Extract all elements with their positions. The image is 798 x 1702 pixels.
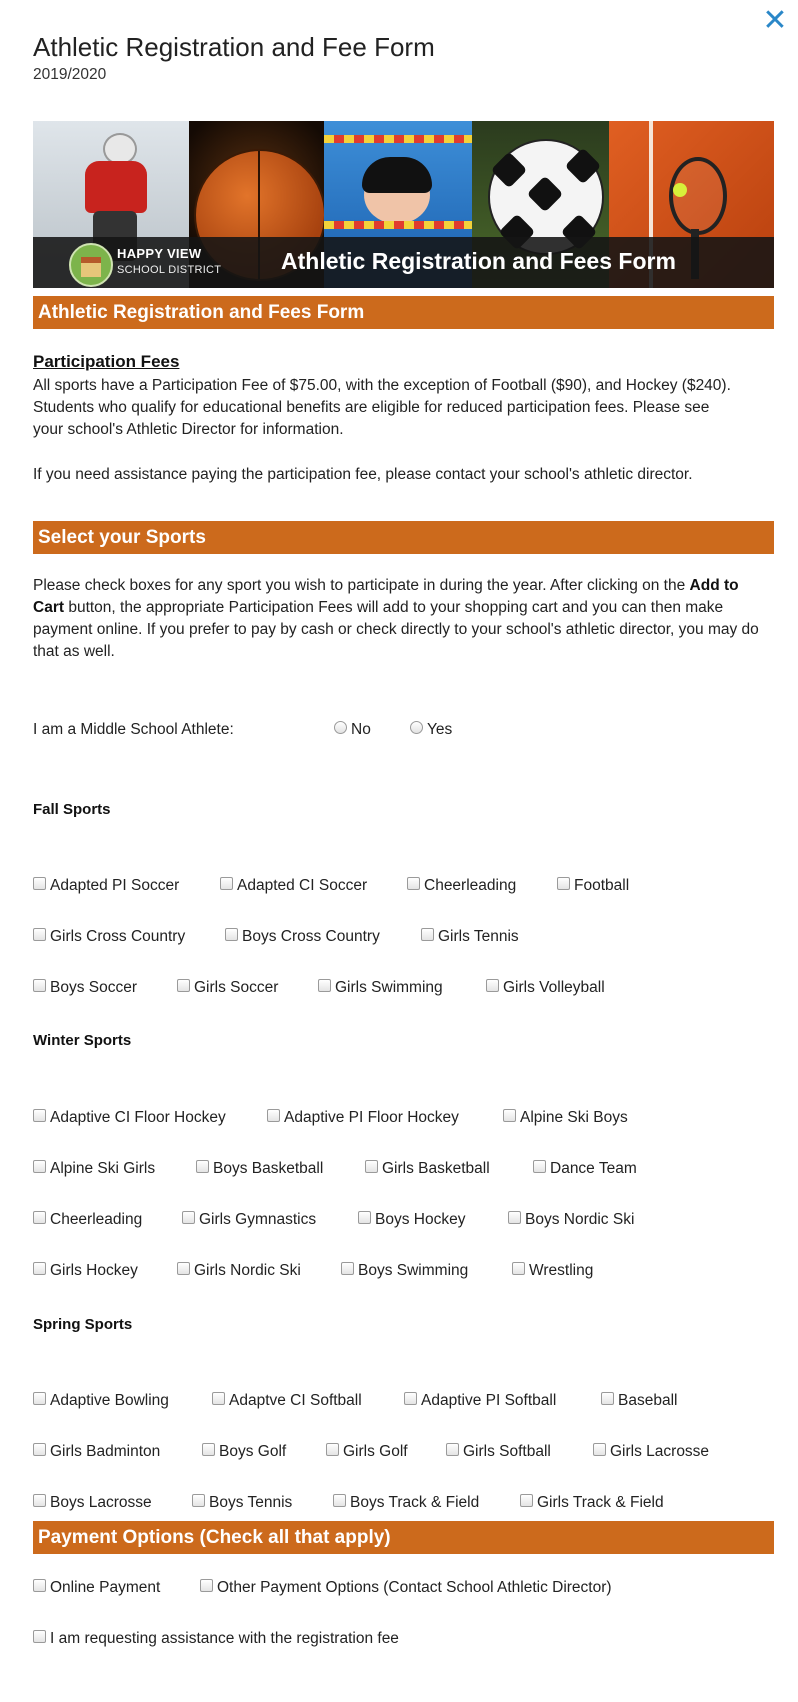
checkbox[interactable] xyxy=(520,1494,533,1507)
close-icon[interactable]: ✕ xyxy=(762,4,788,37)
sport-label: Girls Hockey xyxy=(50,1262,138,1279)
radio-yes-label: Yes xyxy=(427,721,453,738)
fall-sport-checkbox[interactable] xyxy=(486,977,605,999)
checkbox[interactable] xyxy=(33,979,46,992)
sport-label: Cheerleading xyxy=(50,1211,143,1228)
fees-line-1: All sports have a Participation Fee of $75.00, with the exception of Football ($90), and Hockey ($240). xyxy=(33,377,731,394)
checkbox[interactable] xyxy=(358,1211,371,1224)
checkbox[interactable] xyxy=(446,1443,459,1456)
fall-sport-checkbox[interactable] xyxy=(318,977,443,999)
section-header-payment: Payment Options (Check all that apply) xyxy=(33,1521,774,1554)
checkbox[interactable] xyxy=(225,928,238,941)
sport-label: Cheerleading xyxy=(424,877,517,894)
checkbox[interactable] xyxy=(407,877,420,890)
sport-label: Girls Cross Country xyxy=(50,928,186,945)
spring-sport-checkbox[interactable] xyxy=(33,1492,152,1514)
sport-label: Dance Team xyxy=(550,1160,637,1177)
middle-school-label: I am a Middle School Athlete: xyxy=(33,721,234,738)
sport-label: Adaptive PI Softball xyxy=(421,1392,557,1409)
fee-assistance-checkbox[interactable] xyxy=(33,1628,399,1650)
checkbox[interactable] xyxy=(33,877,46,890)
sport-label: Alpine Ski Girls xyxy=(50,1160,156,1177)
sport-label: Girls Badminton xyxy=(50,1443,161,1460)
sport-label: Football xyxy=(574,877,630,894)
sport-label: Girls Volleyball xyxy=(503,979,605,996)
sport-label: Girls Swimming xyxy=(335,979,443,996)
checkbox[interactable] xyxy=(341,1262,354,1275)
fee-assistance-label: I am requesting assistance with the registration fee xyxy=(50,1630,399,1647)
page-subtitle: 2019/2020 xyxy=(33,66,107,83)
fall-sport-checkbox[interactable] xyxy=(177,977,278,999)
winter-sport-checkbox[interactable] xyxy=(33,1209,142,1231)
checkbox[interactable] xyxy=(601,1392,614,1405)
sport-label: Girls Lacrosse xyxy=(610,1443,710,1460)
payment-other-checkbox[interactable] xyxy=(200,1577,612,1599)
section-header-sports: Select your Sports xyxy=(33,521,774,554)
logo-subtitle: SCHOOL DISTRICT xyxy=(117,264,222,276)
checkbox[interactable] xyxy=(557,877,570,890)
winter-sport-checkbox[interactable] xyxy=(365,1158,490,1180)
spring-sport-checkbox[interactable] xyxy=(446,1441,551,1463)
spring-sport-checkbox[interactable] xyxy=(192,1492,292,1514)
fall-sport-checkbox[interactable] xyxy=(225,926,380,948)
sports-instructions xyxy=(33,575,773,663)
checkbox[interactable] xyxy=(333,1494,346,1507)
fall-sport-checkbox[interactable] xyxy=(33,926,185,948)
checkbox[interactable] xyxy=(202,1443,215,1456)
instructions-part-1: Please check boxes for any sport you wish to participate in during the year. After clicking on the xyxy=(33,577,690,594)
sport-label: Adapted CI Soccer xyxy=(237,877,368,894)
winter-sport-checkbox[interactable] xyxy=(33,1260,138,1282)
checkbox[interactable] xyxy=(192,1494,205,1507)
checkbox[interactable] xyxy=(33,1160,46,1173)
sport-label: Girls Basketball xyxy=(382,1160,490,1177)
checkbox[interactable] xyxy=(512,1262,525,1275)
fees-description xyxy=(33,375,773,441)
payment-online-checkbox[interactable] xyxy=(33,1577,160,1599)
checkbox[interactable] xyxy=(196,1160,209,1173)
instructions-add-to-cart: Add to Cart xyxy=(33,577,739,616)
sport-label: Girls Track & Field xyxy=(537,1494,664,1511)
radio-no-label: No xyxy=(351,721,371,738)
checkbox[interactable] xyxy=(533,1160,546,1173)
checkbox[interactable] xyxy=(33,1443,46,1456)
sport-label: Girls Soccer xyxy=(194,979,279,996)
fees-assistance-text: If you need assistance paying the participation fee, please contact your school's athletic director. xyxy=(33,466,693,483)
winter-sport-checkbox[interactable] xyxy=(358,1209,465,1231)
winter-sport-checkbox[interactable] xyxy=(177,1260,301,1282)
fees-line-3: your school's Athletic Director for information. xyxy=(33,421,344,438)
spring-sport-checkbox[interactable] xyxy=(326,1441,408,1463)
winter-sport-checkbox[interactable] xyxy=(508,1209,634,1231)
checkbox[interactable] xyxy=(486,979,499,992)
fall-sport-checkbox[interactable] xyxy=(421,926,519,948)
checkbox[interactable] xyxy=(33,1109,46,1122)
sport-label: Girls Tennis xyxy=(438,928,519,945)
checkbox[interactable] xyxy=(212,1392,225,1405)
sport-label: Boys Lacrosse xyxy=(50,1494,152,1511)
page-title: Athletic Registration and Fee Form xyxy=(33,32,435,62)
checkbox[interactable] xyxy=(404,1392,417,1405)
winter-sport-checkbox[interactable] xyxy=(182,1209,316,1231)
sport-label: Boys Golf xyxy=(219,1443,287,1460)
fall-sport-checkbox[interactable] xyxy=(407,875,516,897)
winter-sport-checkbox[interactable] xyxy=(267,1107,459,1129)
winter-sport-checkbox[interactable] xyxy=(33,1107,226,1129)
sport-label: Boys Basketball xyxy=(213,1160,324,1177)
fall-sport-checkbox[interactable] xyxy=(33,875,179,897)
fall-sport-checkbox[interactable] xyxy=(220,875,367,897)
radio-no[interactable] xyxy=(334,721,347,734)
checkbox[interactable] xyxy=(33,1579,46,1592)
spring-sport-checkbox[interactable] xyxy=(404,1390,556,1412)
spring-sports-heading: Spring Sports xyxy=(33,1316,133,1333)
middle-school-no-option[interactable] xyxy=(334,721,371,739)
banner-image xyxy=(33,121,774,288)
checkbox[interactable] xyxy=(421,928,434,941)
sport-label: Adapted PI Soccer xyxy=(50,877,180,894)
checkbox[interactable] xyxy=(503,1109,516,1122)
spring-sport-checkbox[interactable] xyxy=(593,1441,709,1463)
spring-sport-checkbox[interactable] xyxy=(333,1492,479,1514)
checkbox[interactable] xyxy=(365,1160,378,1173)
checkbox[interactable] xyxy=(200,1579,213,1592)
spring-sport-checkbox[interactable] xyxy=(202,1441,286,1463)
sport-label: Adaptve CI Softball xyxy=(229,1392,362,1409)
sport-label: Girls Golf xyxy=(343,1443,408,1460)
sport-label: Boys Nordic Ski xyxy=(525,1211,635,1228)
checkbox[interactable] xyxy=(33,1392,46,1405)
fall-sport-checkbox[interactable] xyxy=(557,875,629,897)
sport-label: Wrestling xyxy=(529,1262,594,1279)
section-header-intro: Athletic Registration and Fees Form xyxy=(33,296,774,329)
winter-sport-checkbox[interactable] xyxy=(196,1158,323,1180)
spring-sport-checkbox[interactable] xyxy=(520,1492,664,1514)
checkbox[interactable] xyxy=(182,1211,195,1224)
spring-sport-checkbox[interactable] xyxy=(33,1390,169,1412)
checkbox[interactable] xyxy=(593,1443,606,1456)
spring-sport-checkbox[interactable] xyxy=(212,1390,362,1412)
sport-label: Baseball xyxy=(618,1392,678,1409)
instructions-part-2: button, the appropriate Participation Fees will add to your shopping cart and you can then make payment online. If you prefer to pay by cash or check directly to your school's athletic director, you may do that as well. xyxy=(33,599,759,660)
sport-label: Boys Tennis xyxy=(209,1494,293,1511)
sport-label: Girls Softball xyxy=(463,1443,551,1460)
winter-sport-checkbox[interactable] xyxy=(533,1158,637,1180)
checkbox[interactable] xyxy=(326,1443,339,1456)
sport-label: Boys Swimming xyxy=(358,1262,469,1279)
fees-line-2: Students who qualify for educational benefits are eligible for reduced participation fees. Please see xyxy=(33,399,710,416)
middle-school-yes-option[interactable] xyxy=(410,721,452,739)
checkbox[interactable] xyxy=(33,928,46,941)
banner-caption-bar xyxy=(33,237,774,288)
sport-label: Boys Soccer xyxy=(50,979,138,996)
checkbox[interactable] xyxy=(33,1262,46,1275)
fall-sports-heading: Fall Sports xyxy=(33,801,111,818)
checkbox[interactable] xyxy=(508,1211,521,1224)
spring-sport-checkbox[interactable] xyxy=(601,1390,677,1412)
fall-sport-checkbox[interactable] xyxy=(33,977,137,999)
sport-label: Adaptive CI Floor Hockey xyxy=(50,1109,226,1126)
radio-yes[interactable] xyxy=(410,721,423,734)
checkbox[interactable] xyxy=(33,1494,46,1507)
checkbox[interactable] xyxy=(33,1211,46,1224)
sport-label: Adaptive Bowling xyxy=(50,1392,169,1409)
winter-sports-heading: Winter Sports xyxy=(33,1032,132,1049)
sport-label: Alpine Ski Boys xyxy=(520,1109,628,1126)
winter-sport-checkbox[interactable] xyxy=(33,1158,155,1180)
checkbox[interactable] xyxy=(177,1262,190,1275)
banner-title: Athletic Registration and Fees Form xyxy=(281,248,676,274)
sport-label: Girls Gymnastics xyxy=(199,1211,317,1228)
sport-label: Boys Cross Country xyxy=(242,928,380,945)
payment-online-label: Online Payment xyxy=(50,1579,161,1596)
winter-sport-checkbox[interactable] xyxy=(341,1260,468,1282)
sport-label: Adaptive PI Floor Hockey xyxy=(284,1109,459,1126)
checkbox[interactable] xyxy=(267,1109,280,1122)
winter-sport-checkbox[interactable] xyxy=(503,1107,628,1129)
school-logo-icon xyxy=(69,243,113,287)
checkbox[interactable] xyxy=(33,1630,46,1643)
participation-fees-heading: Participation Fees xyxy=(33,352,180,371)
sport-label: Girls Nordic Ski xyxy=(194,1262,301,1279)
sport-label: Boys Track & Field xyxy=(350,1494,480,1511)
sport-label: Boys Hockey xyxy=(375,1211,466,1228)
payment-other-label: Other Payment Options (Contact School Athletic Director) xyxy=(217,1579,612,1596)
checkbox[interactable] xyxy=(318,979,331,992)
spring-sport-checkbox[interactable] xyxy=(33,1441,160,1463)
logo-name: HAPPY VIEW xyxy=(117,246,202,261)
winter-sport-checkbox[interactable] xyxy=(512,1260,593,1282)
checkbox[interactable] xyxy=(177,979,190,992)
checkbox[interactable] xyxy=(220,877,233,890)
